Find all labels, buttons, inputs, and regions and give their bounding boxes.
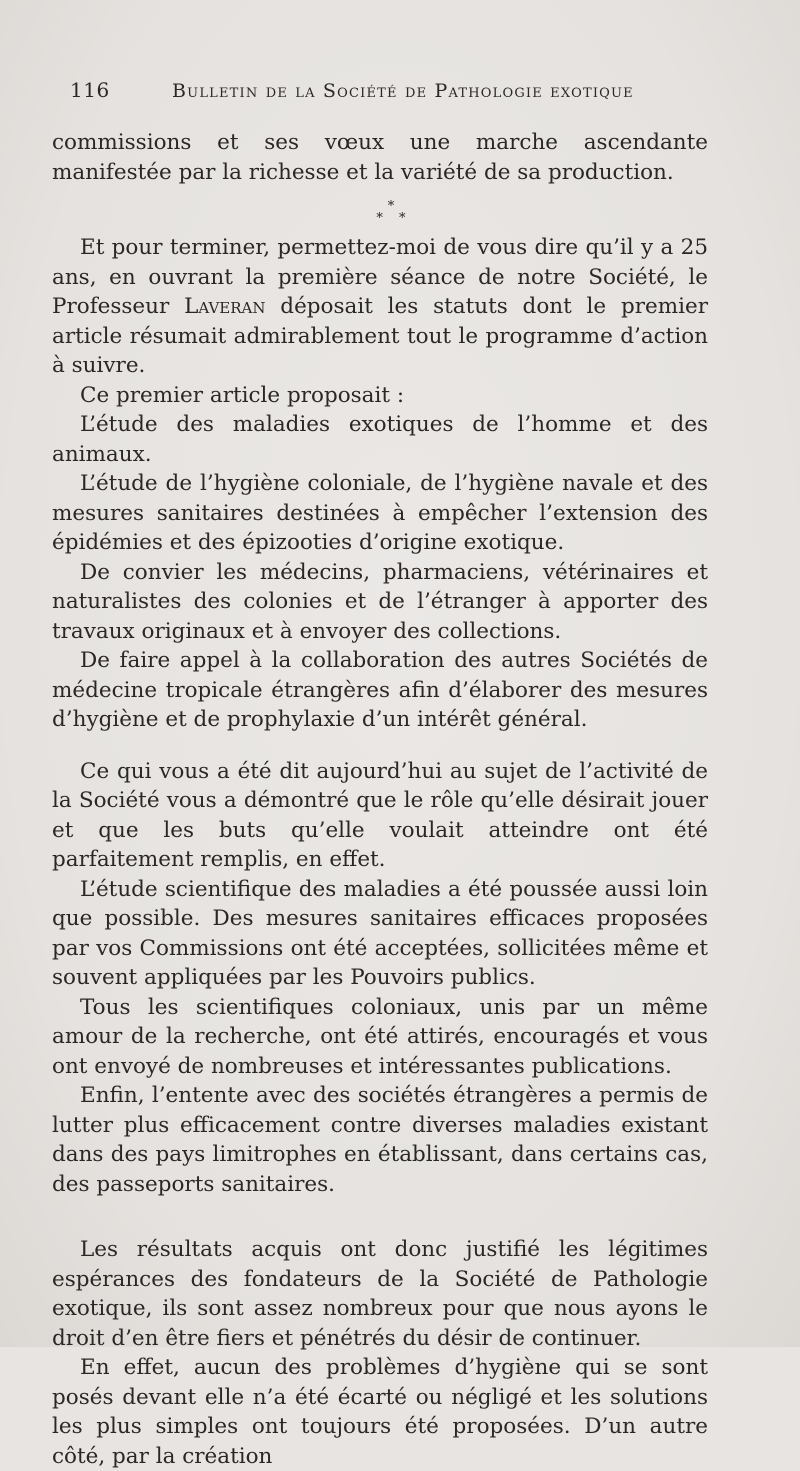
paragraph: Les résultats acquis ont donc justifié les légitimes espérances des fondateurs de la Société de Pathologie exotique, ils sont assez nombreux pour que nous ayons le droit d’en être fiers et pénétrés du désir de continuer. <box>52 1237 708 1351</box>
paragraph: De convier les médecins, pharmaciens, vétérinaires et naturalistes des colonies et de l’étranger à apporter des travaux originaux et à envoyer des collections. <box>52 559 708 644</box>
paragraph-continuation: commissions et ses vœux une marche ascendante manifestée par la richesse et la variété de sa production. <box>52 130 708 185</box>
paragraph: Ce qui vous a été dit aujourd’hui au sujet de l’activité de la Société vous a démontré que le rôle qu’elle désirait jouer et que les buts qu’elle voulait atteindre ont été parfaitement remplis, en effet. <box>52 758 708 872</box>
body-text <box>52 128 708 1471</box>
paragraph: L’étude des maladies exotiques de l’homme et des animaux. <box>52 412 708 467</box>
paragraph: De faire appel à la collaboration des autres Sociétés de médecine tropicale étrangères afin d’élaborer des mesures d’hygiène et de prophylaxie d’un intérêt général. <box>52 648 708 732</box>
paragraph-text: Et pour terminer, permettez-moi de vous dire qu’il y a 25 ans, en ouvrant la première séance de notre Société, le Professeur <box>52 235 708 319</box>
paragraph: En effet, aucun des problèmes d’hygiène qui se sont posés devant elle n’a été écarté ou négligé et les solutions les plus simples ont toujours été proposées. D’un autre côté, par la création <box>52 1355 708 1469</box>
asterism-bottom: * * <box>376 211 412 226</box>
asterism-top: * <box>387 199 401 214</box>
paragraph: Tous les scientifiques coloniaux, unis par un même amour de la recherche, ont été attirés, encouragés et vous ont envoyé de nombreuses et intéressantes publications. <box>52 994 708 1079</box>
page-number: 116 <box>70 78 110 102</box>
paragraph-laveran <box>52 233 708 381</box>
paragraph-text: déposait les statuts dont le premier article résumait admirablement tout le programme d’action à suivre. <box>52 294 708 378</box>
person-name: Laveran <box>184 294 266 319</box>
paragraph: L’étude scientifique des maladies a été poussée aussi loin que possible. Des mesures sanitaires efficaces proposées par vos Commissions ont été acceptées, sollicitées même et souvent appliquées par les Pouvoirs publics. <box>52 876 708 990</box>
journal-title: Bulletin de la Société de Pathologie exotique <box>172 80 634 102</box>
paragraph: L’étude de l’hygiène coloniale, de l’hygiène navale et des mesures sanitaires destinées à empêcher l’extension des épidémies et des épizooties d’origine exotique. <box>52 471 708 555</box>
section-gap <box>52 735 708 757</box>
section-gap <box>52 1199 708 1235</box>
running-head <box>70 78 730 110</box>
asterism-separator <box>52 201 708 225</box>
paragraph: Ce premier article proposait : <box>80 382 405 408</box>
paragraph: Enfin, l’entente avec des sociétés étrangères a permis de lutter plus efficacement contre diverses maladies existant dans des pays limitrophes en établissant, dans certains cas, des passeports sanitaires. <box>52 1083 708 1197</box>
